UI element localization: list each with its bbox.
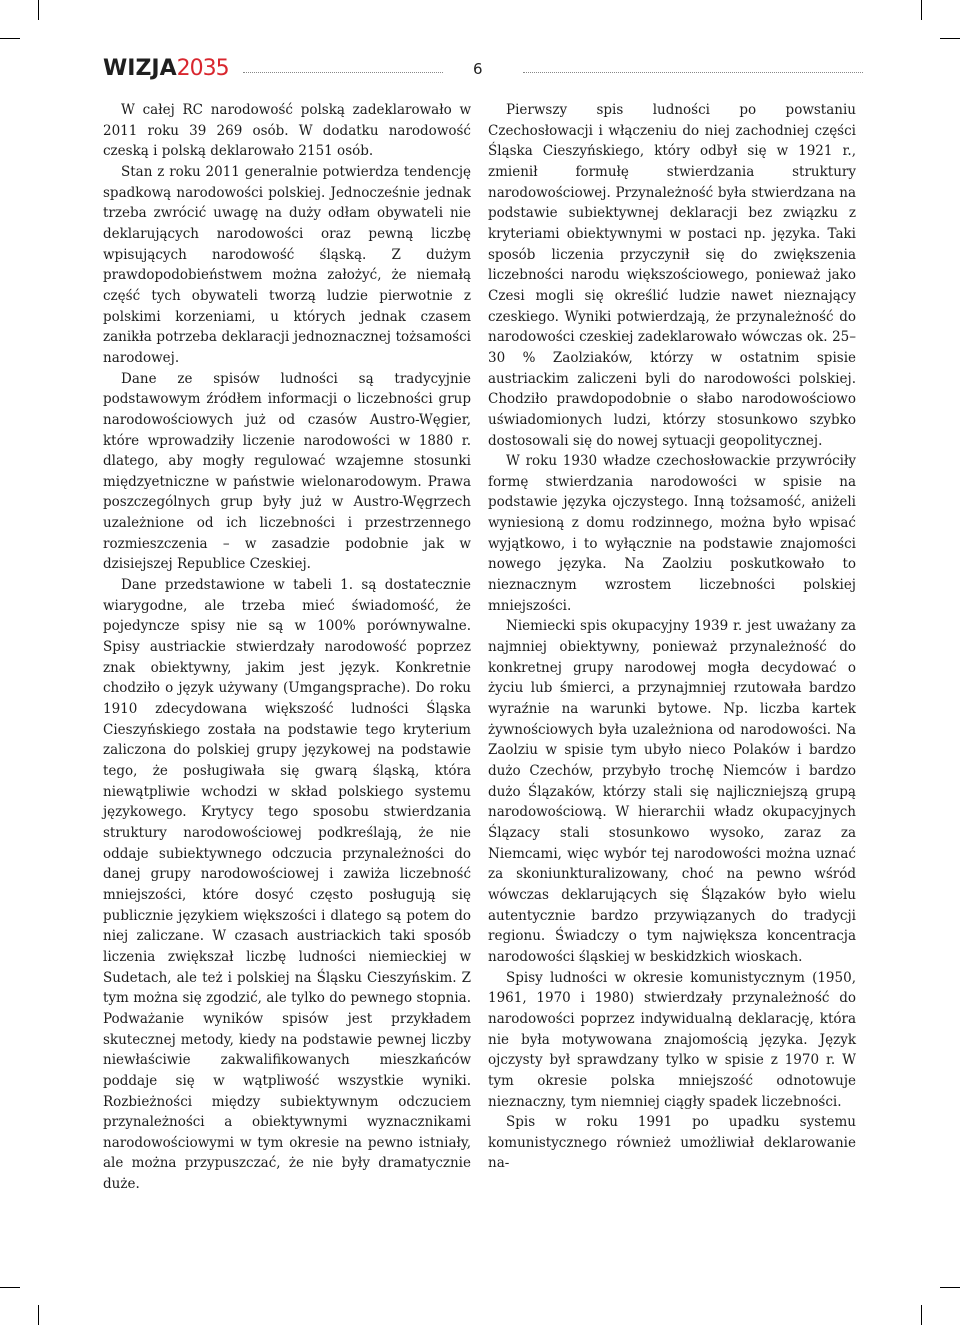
crop-mark xyxy=(0,1287,20,1288)
crop-mark xyxy=(921,1305,922,1325)
crop-mark xyxy=(38,0,39,20)
logo-main: WIZJA xyxy=(103,56,177,81)
crop-mark xyxy=(940,1287,960,1288)
paragraph: Niemiecki spis okupacyjny 1939 r. jest uważany za najmniej obiektywny, ponieważ przynależność do konkretnej grupy narodowej mogła decydować o życiu lub śmierci, a przynajmniej rzutowała bardzo wyraźnie na warunki bytowe. Np. liczba kartek żywnościowych była uzależniona od narodowości. Na Zaolziu w spisie tym ubyło nieco Polaków i bardzo dużo Czechów, przybyło trochę Niemców i bardzo dużo Ślązaków, którzy stali się najliczniejszą grupą narodowościową. W hierarchii władz okupacyjnych Ślązacy stali stosunkowo wysoko, zaraz za Niemcami, więc wybór tej narodowości można uznać za skoniunkturalizowany, choć na pewno wśród wówczas deklarujących się Ślązaków było wielu autentycznie bardzo przywiązanych do tradycji regionu. Świadczy o tym największa koncentracja narodowości śląskiej w beskidzkich wioskach. xyxy=(488,618,856,965)
header-rule-right xyxy=(523,72,863,73)
crop-mark xyxy=(38,1305,39,1325)
logo-year: 2035 xyxy=(176,56,229,81)
crop-mark xyxy=(921,0,922,20)
paragraph: W roku 1930 władze czechosłowackie przywróciły formę stwierdzania narodowości w spisie na podstawie języka ojczystego. Inną tożsamość, aniżeli wyniesioną z domu rodzinnego, można było wpisać wyjątkowo, i to wyłącznie na podstawie znajomości nowego języka. Na Zaolziu poskutkowało to nieznacznym wzrostem liczebności polskiej mniejszości. xyxy=(488,453,856,614)
paragraph: Dane przedstawione w tabeli 1. są dostatecznie wiarygodne, ale trzeba mieć świadomość, że pojedyncze spisy nie są w 100% porównywalne. Spisy austriackie stwierdzały narodowość poprzez znak obiektywny, jakim jest język. Konkretnie chodziło o język używany (Umgangsprache). Do roku 1910 zdecydowana większość ludności Śląska Cieszyńskiego została na podstawie tego kryterium zaliczona do polskiej grupy językowej na podstawie tego, że posługiwała się gwarą śląską, która niewątpliwie wchodzi w skład polskiego systemu językowego. Krytycy tego sposobu stwierdzania struktury narodowościowej podkreślają, że nie oddaje subiektywnego odczucia przynależności do danej grupy narodowościowej i zawiża liczebność mniejszości, które dosyć często posługują się publicznie językiem większości i dlatego są potem do niej zaliczane. W czasach austriackich taki sposób liczenia zwiększał liczbę ludności niemieckiej w Sudetach, ale też i polskiej na Śląsku Cieszyńskim. Z tym można się zgodzić, ale tylko do pewnego stopnia. Podważanie wyników spisów jest przykładem skutecznej metody, kiedy na podstawie pewnej liczby niewłaściwie zakwalifikowanych mieszkańców poddaje się w wątpliwość wszystkie wyniki. Rozbieżności między subiektywnym odczuciem przynależności a obiektywnymi wyznacznikami narodowościowymi w tym okresie na pewno istniały, ale można przypuszczać, że nie były dramatycznie duże. xyxy=(103,577,471,1193)
page-number: 6 xyxy=(473,60,483,78)
page-header xyxy=(103,56,863,86)
paragraph: Spis w roku 1991 po upadku systemu komunistycznego również umożliwiał deklarowanie na- xyxy=(488,1114,856,1172)
paragraph: Spisy ludności w okresie komunistycznym (1950, 1961, 1970 i 1980) stwierdzały przynależność do narodowości poprzez indywidualną deklarację, która nie była motywowana znajomością języka. Język ojczysty był sprawdzany tylko w spisie z 1970 r. W tym okresie polska mniejszość odnotowuje nieznaczny, tym niemniej ciągły spadek liczebności. xyxy=(488,969,856,1110)
paragraph: Dane ze spisów ludności są tradycyjnie podstawowym źródłem informacji o liczebności grup narodowościowych już od czasów Austro-Węgier, które wprowadziły liczenie narodowości w 1880 r. dlatego, aby mogły regulować wzajemne stosunki międzyetniczne w państwie wielonarodowym. Prawa poszczególnych grup były już w Austro-Węgrzech uzależnione od ich liczebności i przestrzennego rozmieszczenia – w zasadzie podobnie jak w dzisiejszej Republice Czeskiej. xyxy=(103,370,471,573)
paragraph: Pierwszy spis ludności po powstaniu Czechosłowacji i włączeniu do niej zachodniej części Śląska Cieszyńskiego, który odbył się w 1921 r., zmienił formułę stwierdzania struktury narodowościowej. Przynależność była stwierdzana na podstawie subiektywnej deklaracji bez związku z kryteriami obiektywnymi w postaci np. języka. Taki sposób liczenia przyczynił się do zwiększenia liczebności narodu większościowego, ponieważ jako Czesi mogli się określić ludzie nawet nieznający czeskiego. Wyniki potwierdzają, że przynależność do narodowości czeskiej zadeklarowało wówczas ok. 25–30 % Zaolziaków, którzy w ostatnim spisie austriackim zaliczeni byli do narodowości polskiej. Chodziło prawdopodobnie o słabo narodowościowo uświadomionych ludzi, którzy stosunkowo szybko dostosowali się do nowej sytuacji geopolitycznej. xyxy=(488,102,856,449)
crop-mark xyxy=(940,38,960,39)
right-column xyxy=(488,100,856,1174)
logo xyxy=(103,56,229,81)
paragraph: W całej RC narodowość polską zadeklarowało w 2011 roku 39 269 osób. W dodatku narodowość czeską i polską deklarowało 2151 osób. xyxy=(103,102,471,160)
crop-mark xyxy=(0,38,20,39)
left-column xyxy=(103,100,471,1195)
header-rule-left xyxy=(243,72,443,73)
paragraph: Stan z roku 2011 generalnie potwierdza tendencję spadkową narodowości polskiej. Jednocześnie jednak trzeba zwrócić uwagę na duży odłam obywateli nie deklarujących narodowości oraz pewną liczbę wpisujących narodowość śląską. Z dużym prawdopodobieństwem można założyć, że niemałą część tych obywateli tworzą ludzie pierwotnie z polskimi korzeniami, u których jednak czasem zanikła potrzeba deklaracji jednoznacznej tożsamości narodowej. xyxy=(103,163,471,366)
